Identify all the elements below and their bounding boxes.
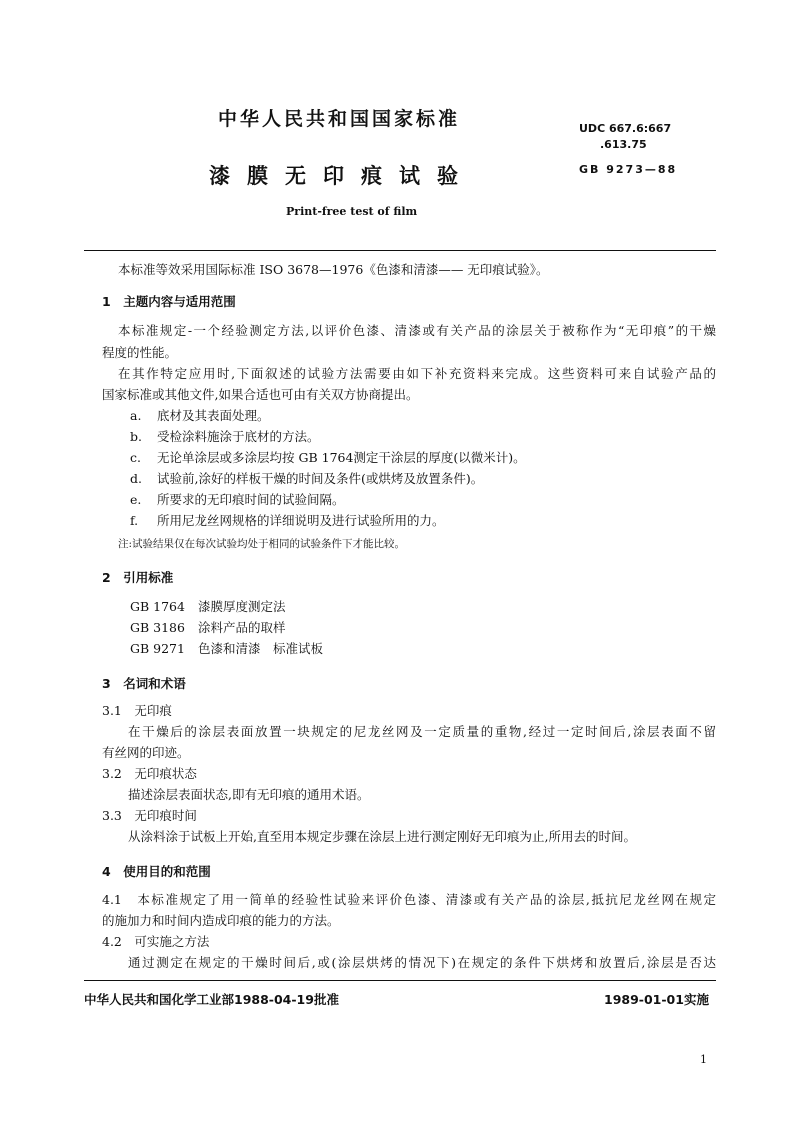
term-3-1-title: 3.1 无印痕 [102,703,172,718]
udc-code-line2: .613.75 [600,138,647,151]
section-4-1-line1: 4.1 本标准规定了用一简单的经验性试验来评价色漆、清漆或有关产品的涂层,抵抗尼龙丝网在规定 [102,892,716,907]
list-item-text: 试验前,涂好的样板干燥的时间及条件(或烘烤及放置条件)。 [157,471,484,486]
list-item-text: 底材及其表面处理。 [157,408,270,423]
section-1-heading: 1 主题内容与适用范围 [102,294,236,309]
term-3-1-line1: 在干燥后的涂层表面放置一块规定的尼龙丝网及一定质量的重物,经过一定时间后,涂层表面不留 [128,724,716,739]
reference-title: 漆膜厚度测定法 [198,599,286,614]
list-item-label: f. [130,513,139,528]
section-4-heading: 4 使用目的和范围 [102,864,211,879]
header-rule [84,250,716,251]
standard-number: GB 9273—88 [579,163,678,176]
section-3-heading: 3 名词和术语 [102,676,186,691]
reference-title: 涂料产品的取样 [198,620,286,635]
section-4-2-title: 4.2 可实施之方法 [102,934,210,949]
page-number: 1 [700,1053,707,1066]
reference-code: GB 9271 [130,641,185,656]
section-1-note: 注:试验结果仅在每次试验均处于相同的试验条件下才能比较。 [118,538,406,550]
term-3-2-title: 3.2 无印痕状态 [102,766,197,781]
footer-rule [84,980,716,981]
list-item-text: 所要求的无印痕时间的试验间隔。 [157,492,345,507]
section-1-para2-line2: 国家标准或其他文件,如果合适也可由有关双方协商提出。 [102,387,419,402]
list-item-text: 受检涂料施涂于底材的方法。 [157,429,320,444]
list-item-label: d. [130,471,142,486]
section-1-para1-line2: 程度的性能。 [102,345,178,360]
reference-code: GB 3186 [130,620,185,635]
term-3-1-line2: 有丝网的印迹。 [102,745,190,760]
english-title: Print-free test of film [286,205,418,218]
agency-title: 中华人民共和国国家标准 [218,108,461,130]
term-3-3-text: 从涂料涂于试板上开始,直至用本规定步骤在涂层上进行测定刚好无印痕为止,所用去的时间。 [128,829,636,844]
reference-title: 色漆和清漆 标准试板 [198,641,324,656]
list-item-label: b. [130,429,142,444]
section-2-heading: 2 引用标准 [102,570,174,585]
section-1-para1-line1: 本标准规定-一个经验测定方法,以评价色漆、清漆或有关产品的涂层关于被称作为“无印痕”的干燥 [118,323,716,338]
approval-line: 中华人民共和国化学工业部1988-04-19批准 [84,992,339,1007]
term-3-2-text: 描述涂层表面状态,即有无印痕的通用术语。 [128,787,370,802]
list-item-text: 所用尼龙丝网规格的详细说明及进行试验所用的力。 [157,513,445,528]
list-item-label: e. [130,492,142,507]
udc-code-line1: UDC 667.6:667 [579,122,672,135]
list-item-label: a. [130,408,142,423]
intro-paragraph: 本标准等效采用国际标准 ISO 3678—1976《色漆和清漆—— 无印痕试验》。 [118,262,549,277]
section-1-para2-line1: 在其作特定应用时,下面叙述的试验方法需要由如下补充资料来完成。这些资料可来自试验产品的 [118,366,716,381]
reference-code: GB 1764 [130,599,185,614]
section-4-1-line2: 的施加力和时间内造成印痕的能力的方法。 [102,913,340,928]
effective-date: 1989-01-01实施 [604,992,709,1007]
list-item-label: c. [130,450,141,465]
list-item-text: 无论单涂层或多涂层均按 GB 1764测定干涂层的厚度(以微米计)。 [157,450,526,465]
document-title: 漆膜无印痕试验 [209,164,475,188]
section-4-2-line1: 通过测定在规定的干燥时间后,或(涂层烘烤的情况下)在规定的条件下烘烤和放置后,涂层是否达 [128,955,716,970]
term-3-3-title: 3.3 无印痕时间 [102,808,197,823]
